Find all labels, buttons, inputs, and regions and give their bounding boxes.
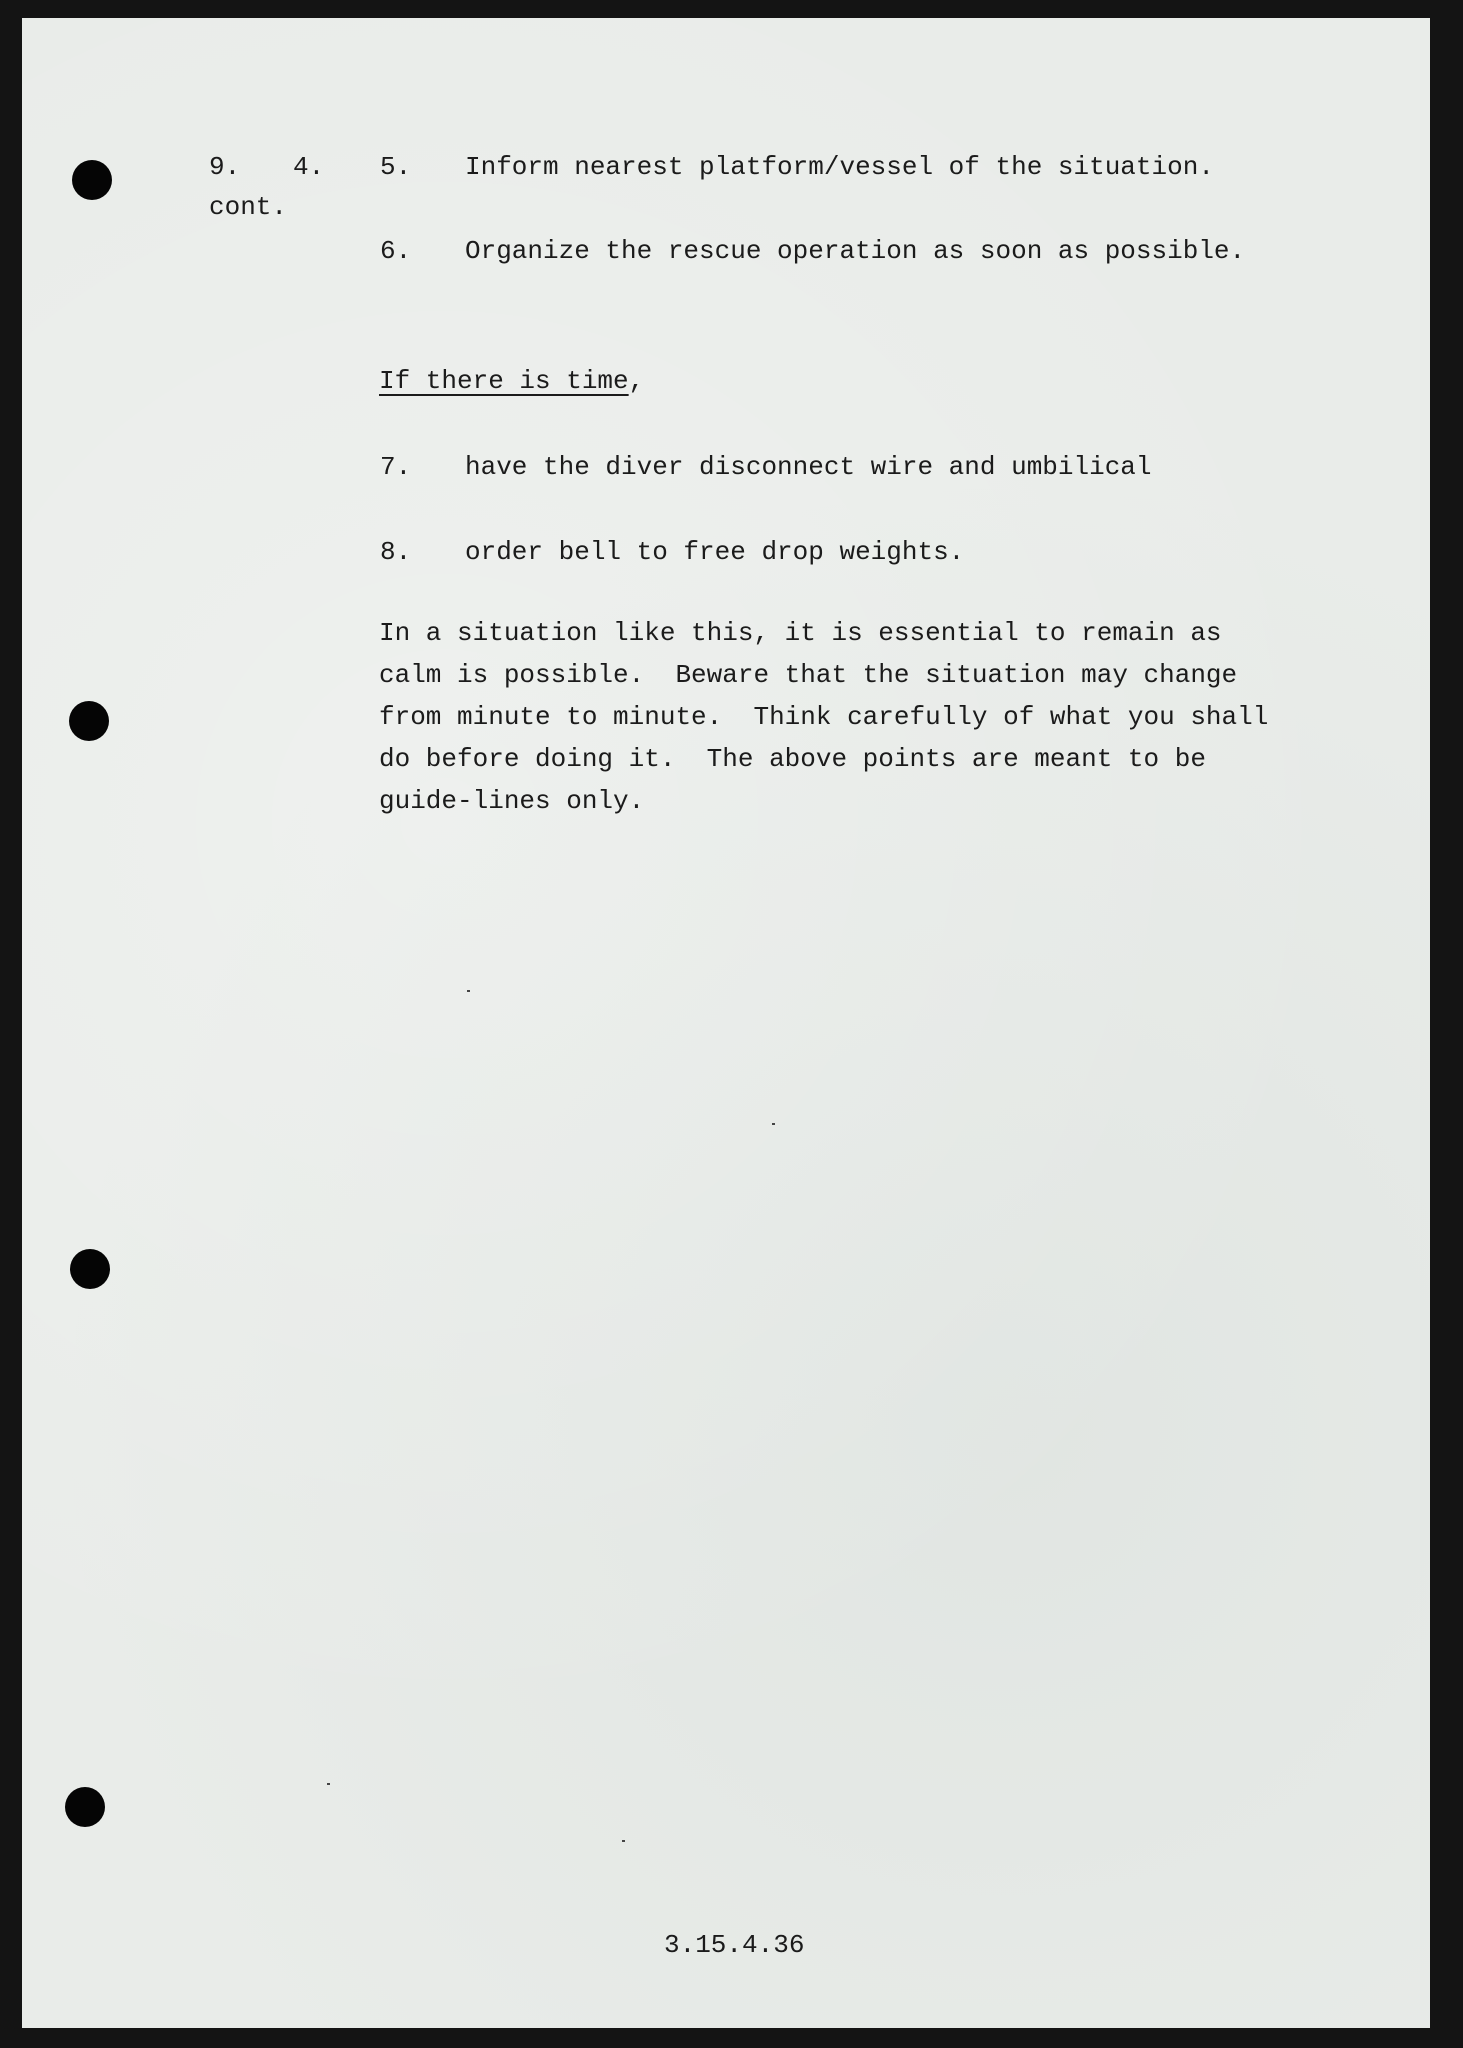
- punch-hole: [70, 1249, 110, 1289]
- page-number: 3.15.4.36: [664, 1930, 805, 1960]
- document-page: [22, 18, 1430, 2028]
- item-number: 7.: [380, 452, 412, 482]
- item-number: 6.: [380, 236, 412, 266]
- scan-speck: [622, 1840, 625, 1842]
- note-line: do before doing it. The above points are meant to be: [379, 744, 1206, 774]
- punch-hole: [72, 160, 112, 200]
- note-line: guide-lines only.: [379, 786, 645, 816]
- scan-speck: [467, 990, 470, 992]
- condition-heading: [379, 366, 644, 396]
- section-number: 9.: [209, 152, 241, 182]
- item-text: have the diver disconnect wire and umbilical: [465, 452, 1152, 482]
- note-line: In a situation like this, it is essential to remain as: [379, 618, 1222, 648]
- subsection-number: 4.: [293, 152, 325, 182]
- scan-speck: [327, 1783, 330, 1785]
- note-paragraph: [379, 612, 1268, 822]
- punch-hole: [65, 1787, 105, 1827]
- continued-label: cont.: [209, 192, 288, 222]
- condition-heading-text: If there is time: [379, 366, 629, 396]
- note-line: from minute to minute. Think carefully of what you shall: [379, 702, 1269, 732]
- item-text: Inform nearest platform/vessel of the situation.: [465, 152, 1214, 182]
- note-line: calm is possible. Beware that the situation may change: [379, 660, 1238, 690]
- condition-suffix: ,: [628, 366, 645, 396]
- item-text: Organize the rescue operation as soon as possible.: [465, 236, 1246, 266]
- item-number: 5.: [380, 152, 412, 182]
- punch-hole: [69, 701, 109, 741]
- item-number: 8.: [380, 537, 412, 567]
- scan-speck: [772, 1123, 775, 1125]
- item-text: order bell to free drop weights.: [465, 537, 965, 567]
